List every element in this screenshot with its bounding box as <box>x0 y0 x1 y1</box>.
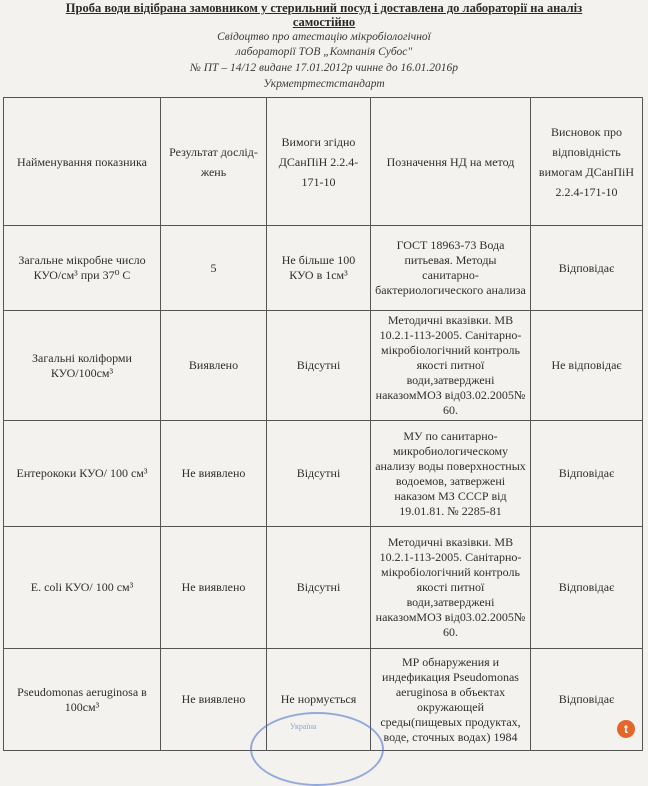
cell-requirement: Відсутні <box>267 311 371 421</box>
table-row <box>4 421 643 527</box>
stamp-text: Україна <box>290 722 317 731</box>
header-line-5: № ПТ – 14/12 видане 17.01.2012р чинне до 16.01.2016р <box>190 62 458 74</box>
cell-conclusion: Відповідає <box>531 226 643 311</box>
col-header-conclusion: Висновок про відповідність вимогам ДСанПіН 2.2.4-171-10 <box>531 98 643 226</box>
header-line-1: Проба води відібрана замовником у стерильний посуд і доставлена до лабораторії на аналіз <box>65 1 583 15</box>
col-header-name: Найменування показника <box>4 98 161 226</box>
cell-requirement: Не більше 100 КУО в 1см³ <box>267 226 371 311</box>
cell-method: Методичні вказівки. МВ 10.2.1-113-2005. Санітарно-мікробіологічний контроль якості питної води,затверджені наказомМОЗ від03.02.2005№ 60. <box>371 311 531 421</box>
cell-conclusion: Відповідає <box>531 421 643 527</box>
cell-requirement: Не нормується <box>267 649 371 751</box>
official-stamp <box>250 712 384 786</box>
table-header-row <box>4 98 643 226</box>
cell-method: ГОСТ 18963-73 Вода питьевая. Методы санитарно-бактериологического анализа <box>371 226 531 311</box>
col-header-result: Результат дослід- жень <box>161 98 267 226</box>
cell-result: Не виявлено <box>161 527 267 649</box>
watermark-logo-icon: t <box>617 720 635 738</box>
header-line-2: самостійно <box>292 15 356 29</box>
table-row <box>4 226 643 311</box>
cell-name: Загальні коліформи КУО/100см³ <box>4 311 161 421</box>
col-header-method: Позначення НД на метод <box>371 98 531 226</box>
header-line-4: лабораторії ТОВ „Компанія Субос" <box>235 46 413 58</box>
cell-result: Не виявлено <box>161 649 267 751</box>
results-table <box>3 97 643 751</box>
cell-conclusion: Не відповідає <box>531 311 643 421</box>
cell-requirement: Відсутні <box>267 527 371 649</box>
cell-method: Методичні вказівки. МВ 10.2.1-113-2005. Санітарно-мікробіологічний контроль якості питної води,затверджені наказомМОЗ від03.02.2005№ 60. <box>371 527 531 649</box>
cell-name: E. coli КУО/ 100 см³ <box>4 527 161 649</box>
header-line-3: Свідоцтво про атестацію мікробіологічної <box>217 31 431 43</box>
cell-name: Ентерококи КУО/ 100 см³ <box>4 421 161 527</box>
col-header-requirement: Вимоги згідно ДСанПіН 2.2.4-171-10 <box>267 98 371 226</box>
cell-name: Pseudomonas aeruginosa в 100см³ <box>4 649 161 751</box>
cell-name: Загальне мікробне число КУО/см³ при 37⁰ С <box>4 226 161 311</box>
cell-conclusion: Відповідає <box>531 649 643 751</box>
cell-method: МР обнаружения и индефикация Pseudomonas aeruginosa в объектах окружающей среды(пищевых продуктах, воде, сточных водах) 1984 <box>371 649 531 751</box>
cell-result: 5 <box>161 226 267 311</box>
cell-requirement: Відсутні <box>267 421 371 527</box>
cell-result: Виявлено <box>161 311 267 421</box>
table-row <box>4 311 643 421</box>
header-line-6: Укрметртестстандарт <box>263 78 385 90</box>
cell-method: МУ по санитарно-микробиологическому анализу воды поверхностных водоемов, затвержені наказом МЗ СССР від 19.01.81. № 2285-81 <box>371 421 531 527</box>
cell-conclusion: Відповідає <box>531 527 643 649</box>
cell-result: Не виявлено <box>161 421 267 527</box>
table-row <box>4 527 643 649</box>
